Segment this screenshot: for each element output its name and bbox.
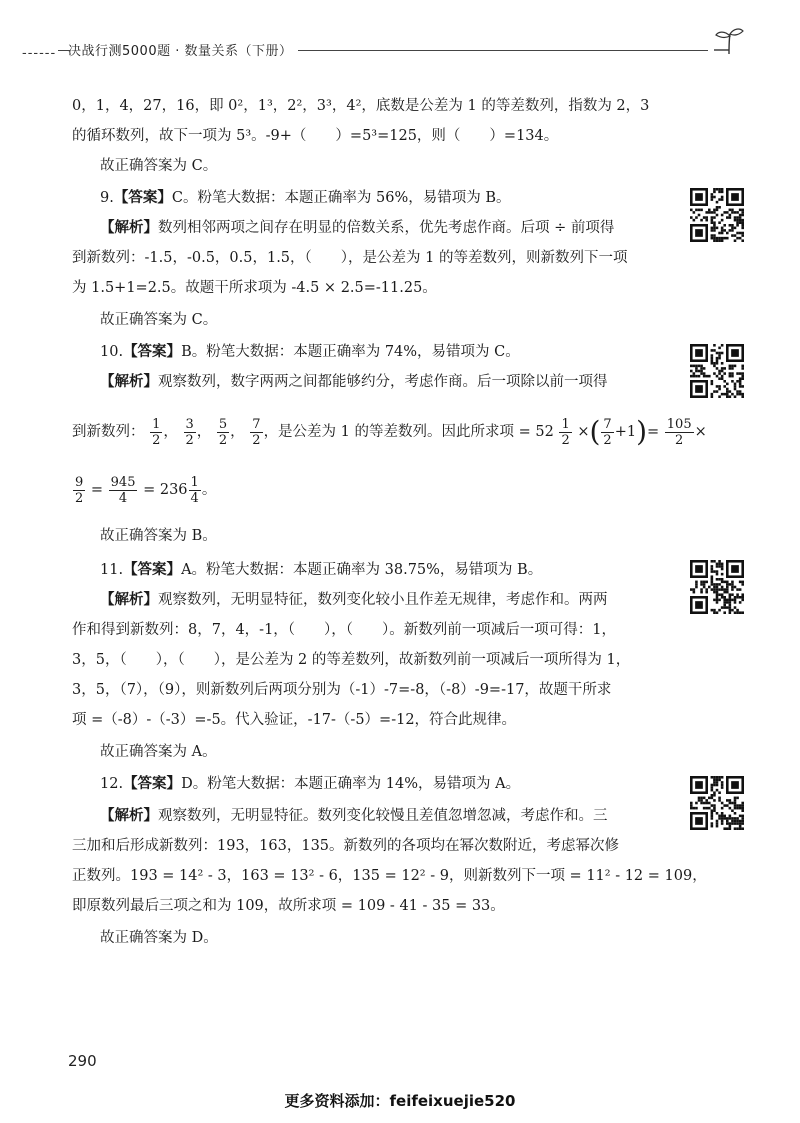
- analysis-text: 观察数列，数字两两之间都能够约分，考虑作商。后一项除以前一项得: [158, 374, 608, 390]
- analysis-text: 观察数列，无明显特征，数列变化较小且作差无规律，考虑作和。两两: [158, 592, 608, 608]
- qr-code-icon[interactable]: [690, 776, 744, 830]
- question-9-analysis: [100, 218, 614, 238]
- answer-text: C。粉笔大数据：本题正确率为 56%，易错项为 B。: [171, 190, 511, 206]
- answer-line: 故正确答案为 C。: [100, 312, 218, 328]
- fraction: $\frac{1}{2}$: [561, 416, 570, 448]
- text-line: 为 1.5+1=2.5。故题干所求项为 -4.5 × 2.5=-11.25。: [72, 280, 437, 296]
- fraction: $\frac{7}{2}$: [603, 416, 612, 448]
- qr-code-icon[interactable]: [690, 188, 744, 242]
- answer-line: 故正确答案为 A。: [100, 744, 217, 760]
- answer-tag: 【答案】: [123, 561, 182, 578]
- text-line: 到新数列：-1.5，-0.5，0.5，1.5，（ ），是公差为 1 的等差数列，则新数列下一项: [72, 250, 628, 266]
- text-line: 的循环数列，故下一项为 5³。-9+（ ）=5³=125，则（ ）=134。: [72, 128, 559, 144]
- answer-tag: 【答案】: [113, 189, 172, 206]
- header-title: 决战行测5000题 · 数量关系（下册）: [68, 44, 293, 59]
- question-number: 11.: [100, 562, 124, 578]
- text-line: 项 =（-8）-（-3）=-5。代入验证，-17-（-5）=-12，符合此规律。: [72, 712, 517, 728]
- fraction: $\frac{7}{2}$: [252, 416, 261, 448]
- question-9-answer: [100, 188, 511, 208]
- question-12-answer: [100, 774, 520, 794]
- text-line: 作和得到新数列：8，7，4，-1，（ ），（ ）。新数列前一项减后一项可得：1，: [72, 622, 617, 638]
- fraction: $\frac{3}{2}$: [185, 416, 194, 448]
- answer-line: 故正确答案为 C。: [100, 158, 218, 174]
- fraction: $\frac{5}{2}$: [218, 416, 228, 448]
- fraction: $\frac{9}{2}$: [75, 474, 84, 506]
- question-number: 9.: [100, 190, 114, 206]
- fraction: $\frac{105}{2}$: [666, 416, 692, 448]
- question-12-analysis: [100, 806, 608, 826]
- qr-code-icon[interactable]: [690, 344, 744, 398]
- text-line: 0，1，4，27，16，即 0²，1³，2²，3³，4²，底数是公差为 1 的等差数列，指数为 2，3: [72, 98, 650, 114]
- question-10-analysis: [100, 372, 608, 392]
- analysis-text: 观察数列，无明显特征。数列变化较慢且差值忽增忽减，考虑作和。三: [158, 808, 608, 824]
- answer-text: D。粉笔大数据：本题正确率为 14%，易错项为 A。: [181, 776, 521, 792]
- formula-line: $\frac{9}{2}$ = $\frac{945}{4}$ = 236 $\frac{1}{4}$ 。: [75, 474, 217, 506]
- answer-tag: 【答案】: [123, 343, 182, 360]
- question-11-answer: [100, 560, 542, 580]
- analysis-text: 数列相邻两项之间存在明显的倍数关系，优先考虑作商。后项 ÷ 前项得: [158, 220, 615, 236]
- question-number: 10.: [100, 344, 124, 360]
- question-number: 12.: [100, 776, 124, 792]
- header-dash: ------: [22, 46, 57, 61]
- footer-note: 更多资料添加：feifeixuejie520: [284, 1092, 516, 1110]
- text-line: 正数列。193 = 14² - 3，163 = 13² - 6，135 = 12² - 9，则新数列下一项 = 11² - 12 = 109，: [72, 868, 707, 884]
- question-11-analysis: [100, 590, 608, 610]
- analysis-tag: 【解析】: [100, 219, 158, 236]
- fraction: $\frac{1}{2}$: [152, 416, 161, 448]
- header-rule-right: [298, 50, 708, 51]
- answer-text: A。粉笔大数据：本题正确率为 38.75%，易错项为 B。: [181, 562, 543, 578]
- sprout-icon: [712, 26, 746, 56]
- formula-line: 到新数列： $\frac{1}{2}$ ， $\frac{3}{2}$ ， $\frac{5}{2}$ ， $\frac{7}{2}$ ，是公差为 1 的等差数列。因此所求项 = 52 $\frac{1}{2}$ ×( $\frac{7}{2}$ +1)= $\frac{105}{2}$ ×: [72, 415, 707, 448]
- fraction: $\frac{945}{4}$: [110, 474, 136, 506]
- answer-text: B。粉笔大数据：本题正确率为 74%，易错项为 C。: [181, 344, 520, 360]
- text-segment: 到新数列：: [72, 424, 145, 440]
- text-line: 即原数列最后三项之和为 109，故所求项 = 109 - 41 - 35 = 33。: [72, 898, 505, 914]
- answer-line: 故正确答案为 B。: [100, 528, 217, 544]
- fraction: $\frac{1}{4}$: [190, 474, 199, 506]
- page-number: 290: [68, 1052, 97, 1070]
- answer-line: 故正确答案为 D。: [100, 930, 218, 946]
- analysis-tag: 【解析】: [100, 807, 158, 824]
- question-10-answer: [100, 342, 520, 362]
- analysis-tag: 【解析】: [100, 373, 158, 390]
- text-line: 三加和后形成新数列：193，163，135。新数列的各项均在幂次数附近，考虑幂次修: [72, 838, 620, 854]
- qr-code-icon[interactable]: [690, 560, 744, 614]
- text-segment: ，是公差为 1 的等差数列。因此所求项 = 52: [263, 424, 554, 440]
- text-line: 3，5，（ ），（ ），是公差为 2 的等差数列，故新数列前一项减后一项所得为 1，: [72, 652, 631, 668]
- answer-tag: 【答案】: [123, 775, 182, 792]
- text-line: 3，5，（7），（9），则新数列后两项分别为（-1）-7=-8，（-8）-9=-17，故题干所求: [72, 682, 612, 698]
- analysis-tag: 【解析】: [100, 591, 158, 608]
